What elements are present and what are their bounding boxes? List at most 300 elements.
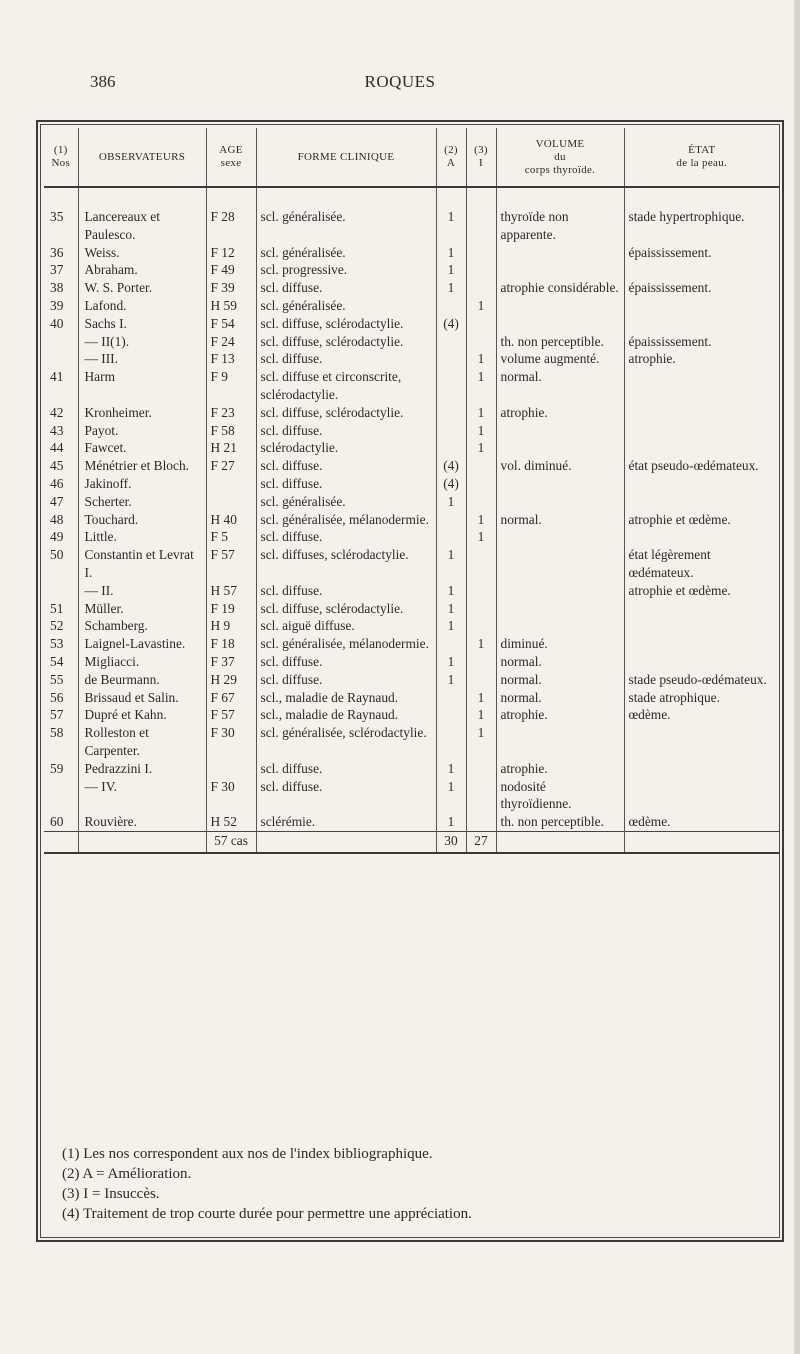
col-thyroid-volume-cell	[496, 617, 624, 635]
col-age-sex-cell: F 12	[206, 244, 256, 262]
col-clinical-form-cell: scl. diffuse.	[256, 528, 436, 546]
col-thyroid-volume-cell: atrophie considérable.	[496, 279, 624, 297]
col-improvement-cell: 1	[436, 760, 466, 778]
table-row	[44, 297, 779, 315]
footnote: (4) Traitement de trop courte durée pour permettre une appréciation.	[62, 1206, 472, 1222]
col-observers-cell: Pedrazzini I.	[78, 760, 206, 778]
col-clinical-form-cell: scl. généralisée, sclérodactylie.	[256, 724, 436, 760]
col-observers-cell: — II(1).	[78, 333, 206, 351]
col-clinical-form-cell: sclérodactylie.	[256, 439, 436, 457]
col-clinical-form-cell: scl. généralisée.	[256, 297, 436, 315]
col-failure-cell	[466, 457, 496, 475]
table-row	[44, 689, 779, 707]
col-observers-cell: Laignel-Lavastine.	[78, 635, 206, 653]
table-row	[44, 475, 779, 493]
empty-cell	[256, 831, 436, 853]
col-skin-state-cell: œdème.	[624, 813, 779, 831]
col-clinical-form-cell: scl. diffuse.	[256, 582, 436, 600]
col-clinical-form-cell: scl. généralisée.	[256, 493, 436, 511]
table-row	[44, 546, 779, 582]
col-number-cell: 53	[50, 636, 64, 652]
header-line: FORME CLINIQUE	[297, 150, 395, 163]
col-skin-state-cell: stade atrophique.	[624, 689, 779, 707]
col-age-sex-cell: F 23	[206, 404, 256, 422]
col-skin-state-cell	[624, 635, 779, 653]
col-improvement-header	[436, 128, 466, 187]
col-clinical-form-cell: scl. diffuse, sclérodactylie.	[256, 315, 436, 333]
col-clinical-form-cell: scl. diffuse et circonscrite, sclérodactylie.	[256, 368, 436, 404]
col-improvement-cell: 1	[436, 279, 466, 297]
col-observers-cell: Harm	[78, 368, 206, 404]
table-row	[44, 671, 779, 689]
col-failure-cell: 1	[466, 368, 496, 404]
col-number-cell: 48	[50, 511, 64, 527]
col-failure-cell	[466, 813, 496, 831]
table-row	[44, 528, 779, 546]
col-clinical-form-header	[256, 128, 436, 187]
empty-cell	[44, 831, 78, 853]
col-skin-state-cell: atrophie et œdème.	[624, 511, 779, 529]
col-skin-state-cell: atrophie.	[624, 350, 779, 368]
col-skin-state-cell	[624, 724, 779, 760]
col-thyroid-volume-cell: th. non perceptible.	[496, 813, 624, 831]
col-clinical-form-cell: scl. diffuses, sclérodactylie.	[256, 546, 436, 582]
col-thyroid-volume-cell	[496, 422, 624, 440]
col-age-sex-cell: F 39	[206, 279, 256, 297]
col-thyroid-volume-cell: nodosité thyroïdienne.	[496, 778, 624, 814]
col-improvement-cell: 1	[436, 582, 466, 600]
table-row	[44, 778, 779, 814]
col-skin-state-cell	[624, 600, 779, 618]
table-row	[44, 333, 779, 351]
col-age-sex-cell: H 57	[206, 582, 256, 600]
table-row	[44, 439, 779, 457]
col-failure-cell	[466, 187, 496, 244]
col-failure-cell	[466, 617, 496, 635]
table-row	[44, 261, 779, 279]
col-failure-cell: 1	[466, 404, 496, 422]
col-age-sex-cell: F 9	[206, 368, 256, 404]
col-skin-state-cell	[624, 422, 779, 440]
col-improvement-cell: 1	[436, 671, 466, 689]
col-clinical-form-cell: scl. généralisée, mélanodermie.	[256, 511, 436, 529]
col-improvement-cell	[436, 689, 466, 707]
header-line: A	[446, 157, 456, 169]
col-thyroid-volume-cell	[496, 582, 624, 600]
col-observers-cell: Ménétrier et Bloch.	[78, 457, 206, 475]
col-thyroid-volume-cell	[496, 315, 624, 333]
col-number-cell: 60	[50, 814, 64, 830]
col-observers-cell: Rolleston et Carpenter.	[78, 724, 206, 760]
col-observers-cell: Little.	[78, 528, 206, 546]
col-thyroid-volume-cell	[496, 528, 624, 546]
footnote: (3) I = Insuccès.	[62, 1186, 160, 1202]
col-clinical-form-cell: scl. diffuse.	[256, 778, 436, 814]
col-number-cell: 51	[50, 600, 64, 616]
footnotes	[62, 1144, 762, 1224]
col-age-sex-cell	[206, 493, 256, 511]
col-number-cell: 58	[50, 725, 64, 741]
header-line: corps thyroïde.	[524, 163, 596, 176]
col-observers-cell: Abraham.	[78, 261, 206, 279]
col-observers-cell: Sachs I.	[78, 315, 206, 333]
col-number-cell: 41	[50, 369, 64, 385]
table-row	[44, 279, 779, 297]
col-skin-state-cell	[624, 261, 779, 279]
col-number-cell: 45	[50, 458, 64, 474]
col-number-cell: 59	[50, 760, 64, 776]
col-thyroid-volume-cell: thyroïde non apparente.	[496, 187, 624, 244]
col-improvement-cell	[436, 724, 466, 760]
col-number-header	[44, 128, 78, 187]
total-col-age-sex: 57 cas	[206, 831, 256, 853]
col-improvement-cell	[436, 706, 466, 724]
table-row	[44, 493, 779, 511]
col-improvement-cell	[436, 368, 466, 404]
col-clinical-form-cell: scl. diffuse.	[256, 475, 436, 493]
col-clinical-form-cell: scl. diffuse, sclérodactylie.	[256, 600, 436, 618]
col-age-sex-cell	[206, 760, 256, 778]
col-clinical-form-cell: scl. diffuse.	[256, 760, 436, 778]
header-line: de la peau.	[676, 157, 728, 169]
col-improvement-cell: 1	[436, 617, 466, 635]
col-improvement-cell	[436, 528, 466, 546]
total-col-improvement: 30	[436, 831, 466, 853]
col-failure-cell	[466, 582, 496, 600]
col-failure-cell	[466, 778, 496, 814]
col-clinical-form-cell: scl. diffuse.	[256, 422, 436, 440]
col-number-cell: 57	[50, 707, 64, 723]
table-row	[44, 368, 779, 404]
header-line: I	[479, 157, 483, 169]
col-age-sex-cell: F 28	[206, 187, 256, 244]
col-age-sex-cell: F 13	[206, 350, 256, 368]
col-skin-state-header	[624, 128, 779, 187]
col-number-cell	[44, 778, 78, 814]
col-failure-cell: 1	[466, 422, 496, 440]
col-age-sex-header	[206, 128, 256, 187]
header-line: (3)	[474, 144, 488, 156]
col-observers-cell: W. S. Porter.	[78, 279, 206, 297]
col-thyroid-volume-cell: atrophie.	[496, 404, 624, 422]
col-thyroid-volume-cell	[496, 493, 624, 511]
col-observers-cell: de Beurmann.	[78, 671, 206, 689]
col-skin-state-cell	[624, 760, 779, 778]
col-clinical-form-cell: sclérémie.	[256, 813, 436, 831]
col-age-sex-cell: F 57	[206, 546, 256, 582]
header-line: sexe	[220, 157, 242, 169]
table-row	[44, 653, 779, 671]
col-improvement-cell	[436, 635, 466, 653]
col-number-cell	[44, 350, 78, 368]
col-skin-state-cell	[624, 493, 779, 511]
col-age-sex-cell: F 27	[206, 457, 256, 475]
footnote: (2) A = Amélioration.	[62, 1166, 192, 1182]
table-row	[44, 813, 779, 831]
col-improvement-cell: (4)	[436, 475, 466, 493]
col-observers-cell: Müller.	[78, 600, 206, 618]
col-thyroid-volume-cell: atrophie.	[496, 706, 624, 724]
col-skin-state-cell: atrophie et œdème.	[624, 582, 779, 600]
empty-cell	[624, 831, 779, 853]
col-skin-state-cell	[624, 404, 779, 422]
col-improvement-cell: (4)	[436, 457, 466, 475]
col-improvement-cell: 1	[436, 778, 466, 814]
col-observers-cell: — III.	[78, 350, 206, 368]
header-line: du	[554, 150, 566, 163]
col-skin-state-cell	[624, 475, 779, 493]
col-improvement-cell: 1	[436, 244, 466, 262]
col-observers-cell: Schamberg.	[78, 617, 206, 635]
table-row	[44, 511, 779, 529]
col-thyroid-volume-cell: th. non perceptible.	[496, 333, 624, 351]
col-failure-cell: 1	[466, 528, 496, 546]
col-number-cell: 37	[50, 262, 64, 278]
col-failure-cell: 1	[466, 635, 496, 653]
col-improvement-cell	[436, 404, 466, 422]
col-observers-cell: Payot.	[78, 422, 206, 440]
footnote: (1) Les nos correspondent aux nos de l'index bibliographique.	[62, 1146, 433, 1162]
col-age-sex-cell: F 37	[206, 653, 256, 671]
col-thyroid-volume-cell	[496, 439, 624, 457]
table-row	[44, 617, 779, 635]
header-line: AGE	[219, 144, 243, 156]
col-failure-cell	[466, 279, 496, 297]
col-age-sex-cell: H 52	[206, 813, 256, 831]
col-clinical-form-cell: scl. généralisée, mélanodermie.	[256, 635, 436, 653]
col-improvement-cell	[436, 333, 466, 351]
col-age-sex-cell: F 58	[206, 422, 256, 440]
col-clinical-form-cell: scl. diffuse, sclérodactylie.	[256, 404, 436, 422]
table-row	[44, 582, 779, 600]
col-observers-cell: Brissaud et Salin.	[78, 689, 206, 707]
col-skin-state-cell: état pseudo-œdémateux.	[624, 457, 779, 475]
col-age-sex-cell: F 19	[206, 600, 256, 618]
col-age-sex-cell: F 5	[206, 528, 256, 546]
header-line: ÉTAT	[688, 144, 716, 156]
col-skin-state-cell	[624, 617, 779, 635]
col-improvement-cell: 1	[436, 493, 466, 511]
col-failure-cell	[466, 671, 496, 689]
col-age-sex-cell: F 49	[206, 261, 256, 279]
col-thyroid-volume-cell	[496, 475, 624, 493]
col-improvement-cell	[436, 439, 466, 457]
col-age-sex-cell: H 29	[206, 671, 256, 689]
empty-cell	[78, 831, 206, 853]
col-failure-cell: 1	[466, 350, 496, 368]
col-age-sex-cell: F 30	[206, 724, 256, 760]
col-thyroid-volume-cell: vol. diminué.	[496, 457, 624, 475]
col-observers-cell: Kronheimer.	[78, 404, 206, 422]
col-thyroid-volume-cell	[496, 546, 624, 582]
table-row	[44, 760, 779, 778]
col-clinical-form-cell: scl., maladie de Raynaud.	[256, 706, 436, 724]
col-observers-cell: Rouvière.	[78, 813, 206, 831]
col-clinical-form-cell: scl. diffuse.	[256, 671, 436, 689]
col-clinical-form-cell: scl. progressive.	[256, 261, 436, 279]
col-improvement-cell: (4)	[436, 315, 466, 333]
col-observers-cell: Lancereaux et Paulesco.	[78, 187, 206, 244]
col-age-sex-cell: F 18	[206, 635, 256, 653]
col-observers-cell: Migliacci.	[78, 653, 206, 671]
col-observers-cell: Constantin et Levrat I.	[78, 546, 206, 582]
col-improvement-cell: 1	[436, 261, 466, 279]
col-improvement-cell: 1	[436, 546, 466, 582]
totals-row	[44, 831, 779, 853]
col-skin-state-cell	[624, 297, 779, 315]
col-age-sex-cell	[206, 475, 256, 493]
col-failure-cell	[466, 760, 496, 778]
col-observers-cell: Fawcet.	[78, 439, 206, 457]
col-number-cell: 38	[50, 280, 64, 296]
header-line: OBSERVATEURS	[98, 150, 186, 163]
col-number-cell: 39	[50, 297, 64, 313]
col-failure-cell: 1	[466, 706, 496, 724]
col-failure-cell	[466, 333, 496, 351]
col-observers-header	[78, 128, 206, 187]
col-number-cell: 55	[50, 671, 64, 687]
col-failure-cell	[466, 493, 496, 511]
page-header	[0, 72, 800, 96]
col-failure-cell	[466, 546, 496, 582]
col-observers-cell: Scherter.	[78, 493, 206, 511]
col-number-cell: 44	[50, 440, 64, 456]
table-row	[44, 315, 779, 333]
col-skin-state-cell: stade hypertrophique.	[624, 187, 779, 244]
col-thyroid-volume-cell: diminué.	[496, 635, 624, 653]
col-failure-cell: 1	[466, 297, 496, 315]
table-body	[44, 187, 779, 853]
table-row	[44, 635, 779, 653]
col-failure-cell: 1	[466, 724, 496, 760]
col-age-sex-cell: H 40	[206, 511, 256, 529]
col-age-sex-cell: F 54	[206, 315, 256, 333]
col-age-sex-cell: F 24	[206, 333, 256, 351]
page-edge	[794, 0, 800, 1354]
col-skin-state-cell: œdème.	[624, 706, 779, 724]
header-line: (2)	[444, 144, 458, 156]
col-number-cell: 54	[50, 653, 64, 669]
col-improvement-cell	[436, 350, 466, 368]
col-age-sex-cell: F 57	[206, 706, 256, 724]
col-clinical-form-cell: scl. généralisée.	[256, 187, 436, 244]
col-skin-state-cell	[624, 528, 779, 546]
col-number-cell: 35	[50, 209, 64, 224]
col-failure-cell	[466, 600, 496, 618]
table-row	[44, 724, 779, 760]
col-skin-state-cell	[624, 778, 779, 814]
col-skin-state-cell	[624, 368, 779, 404]
page-number: 386	[90, 72, 116, 91]
col-improvement-cell: 1	[436, 187, 466, 244]
total-col-failure: 27	[466, 831, 496, 853]
col-thyroid-volume-cell	[496, 600, 624, 618]
header-line: (1)	[53, 144, 68, 156]
col-observers-cell: Lafond.	[78, 297, 206, 315]
empty-cell	[496, 831, 624, 853]
col-skin-state-cell: épaississement.	[624, 333, 779, 351]
table-row	[44, 600, 779, 618]
col-observers-cell: Touchard.	[78, 511, 206, 529]
col-number-cell	[44, 333, 78, 351]
col-age-sex-cell: F 67	[206, 689, 256, 707]
col-skin-state-cell: état légèrement œdémateux.	[624, 546, 779, 582]
col-failure-cell	[466, 244, 496, 262]
col-skin-state-cell	[624, 653, 779, 671]
col-number-cell: 47	[50, 493, 64, 509]
table-row	[44, 350, 779, 368]
table-row	[44, 706, 779, 724]
col-skin-state-cell	[624, 439, 779, 457]
table-row	[44, 422, 779, 440]
col-failure-cell	[466, 261, 496, 279]
col-improvement-cell	[436, 511, 466, 529]
col-number-cell: 43	[50, 422, 64, 438]
col-thyroid-volume-cell: atrophie.	[496, 760, 624, 778]
col-failure-cell: 1	[466, 439, 496, 457]
header-line: VOLUME	[535, 137, 585, 150]
col-clinical-form-cell: scl. aiguë diffuse.	[256, 617, 436, 635]
col-improvement-cell: 1	[436, 813, 466, 831]
col-thyroid-volume-cell: normal.	[496, 653, 624, 671]
col-improvement-cell: 1	[436, 600, 466, 618]
col-thyroid-volume-cell	[496, 297, 624, 315]
header-line: Nos	[51, 157, 71, 169]
col-number-cell	[44, 582, 78, 600]
col-age-sex-cell: F 30	[206, 778, 256, 814]
observations-table	[44, 128, 779, 854]
col-skin-state-cell: épaississement.	[624, 279, 779, 297]
col-thyroid-volume-cell: volume augmenté.	[496, 350, 624, 368]
col-thyroid-volume-cell	[496, 244, 624, 262]
col-observers-cell: Jakinoff.	[78, 475, 206, 493]
col-thyroid-volume-cell: normal.	[496, 368, 624, 404]
col-thyroid-volume-cell: normal.	[496, 671, 624, 689]
col-thyroid-volume-cell	[496, 724, 624, 760]
col-observers-cell: Weiss.	[78, 244, 206, 262]
col-improvement-cell	[436, 297, 466, 315]
col-observers-cell: — IV.	[78, 778, 206, 814]
col-clinical-form-cell: scl. généralisée.	[256, 244, 436, 262]
table-row	[44, 187, 779, 244]
col-number-cell: 56	[50, 689, 64, 705]
col-failure-cell: 1	[466, 689, 496, 707]
col-clinical-form-cell: scl. diffuse.	[256, 279, 436, 297]
col-improvement-cell	[436, 422, 466, 440]
table-row	[44, 244, 779, 262]
col-clinical-form-cell: scl. diffuse.	[256, 457, 436, 475]
col-clinical-form-cell: scl., maladie de Raynaud.	[256, 689, 436, 707]
col-age-sex-cell: H 59	[206, 297, 256, 315]
col-thyroid-volume-cell: normal.	[496, 511, 624, 529]
col-clinical-form-cell: scl. diffuse.	[256, 350, 436, 368]
col-thyroid-volume-cell: normal.	[496, 689, 624, 707]
running-title: ROQUES	[364, 72, 436, 91]
col-number-cell: 46	[50, 475, 64, 491]
col-number-cell: 36	[50, 244, 64, 260]
col-thyroid-volume-cell	[496, 261, 624, 279]
col-failure-cell	[466, 315, 496, 333]
col-age-sex-cell: H 9	[206, 617, 256, 635]
table-row	[44, 457, 779, 475]
col-observers-cell: Dupré et Kahn.	[78, 706, 206, 724]
col-clinical-form-cell: scl. diffuse, sclérodactylie.	[256, 333, 436, 351]
col-skin-state-cell	[624, 315, 779, 333]
col-thyroid-volume-header	[496, 128, 624, 187]
col-observers-cell: — II.	[78, 582, 206, 600]
col-number-cell: 52	[50, 618, 64, 634]
col-number-cell: 40	[50, 315, 64, 331]
